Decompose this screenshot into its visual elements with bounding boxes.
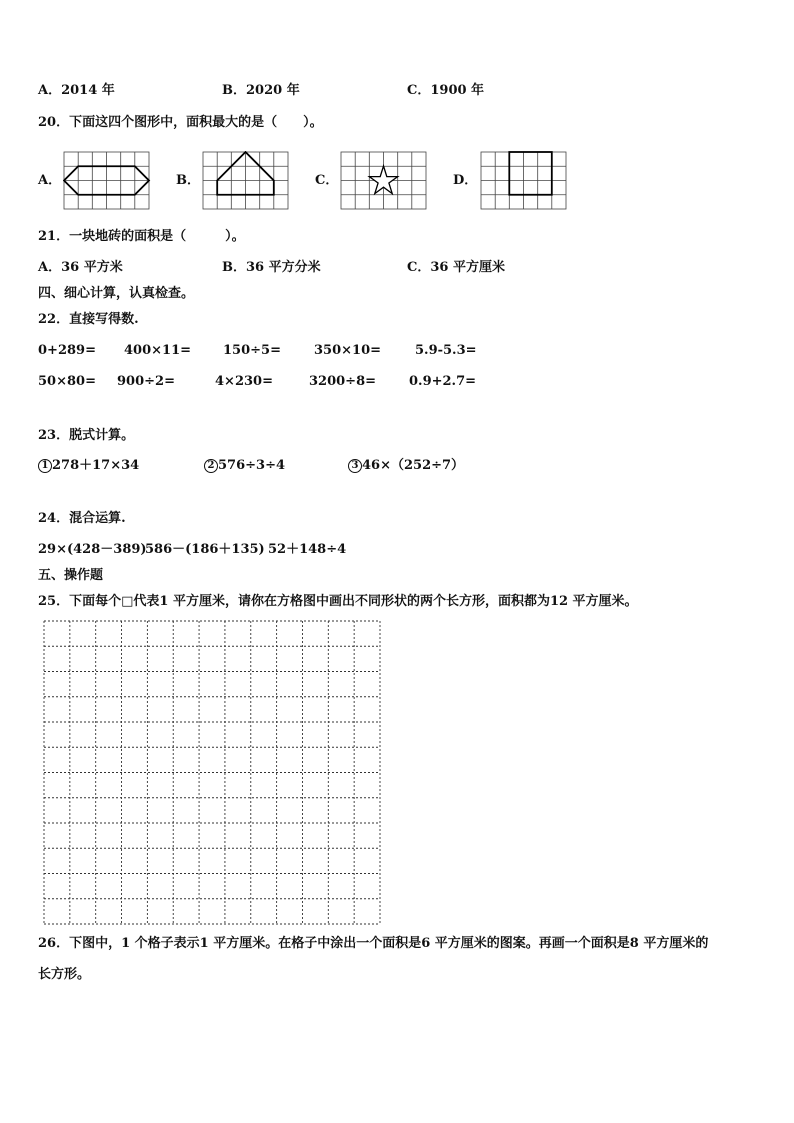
- q24-item-2: 586－(186＋135): [145, 542, 265, 557]
- section-4-title: 四、细心计算，认真检查。: [38, 286, 195, 301]
- q20-question: 20．下面这四个图形中，面积最大的是（ ）。: [38, 115, 323, 130]
- q20-shape-b-pentagon: [202, 151, 290, 211]
- q21-option-b: B．36 平方分米: [222, 260, 321, 275]
- q24-item-1: 29×(428－389): [38, 542, 147, 557]
- circled-number-3: 3: [348, 459, 362, 473]
- q20-shape-d-rectangle: [480, 151, 568, 211]
- q21-question: 21．一块地砖的面积是（ ）。: [38, 229, 245, 244]
- q19-option-b: B．2020 年: [222, 83, 300, 98]
- q25-question: 25．下面每个□代表1 平方厘米，请你在方格图中画出不同形状的两个长方形，面积都为12 平方厘米。: [38, 594, 638, 609]
- q22-item-10: 0.9+2.7=: [409, 374, 477, 389]
- q22-item-5: 5.9-5.3=: [415, 343, 477, 358]
- q22-item-8: 4×230=: [215, 374, 273, 389]
- q21-option-a: A．36 平方米: [38, 260, 123, 275]
- q22-question: 22．直接写得数.: [38, 312, 139, 327]
- q23-expr-1: 278＋17×34: [52, 458, 140, 473]
- q22-item-1: 0+289=: [38, 343, 96, 358]
- q22-item-2: 400×11=: [124, 343, 192, 358]
- q20-shape-a-hexagon: [63, 151, 151, 211]
- q22-item-7: 900÷2=: [117, 374, 175, 389]
- q23-item-1: [38, 458, 139, 474]
- q24-item-3: 52＋148÷4: [268, 542, 347, 557]
- q21-option-c: C．36 平方厘米: [407, 260, 505, 275]
- q19-option-c: C．1900 年: [407, 83, 485, 98]
- q20-label-d: D．: [453, 173, 478, 188]
- circled-number-1: 1: [38, 459, 52, 473]
- q24-question: 24．混合运算.: [38, 511, 126, 526]
- q26-question-line-1: 26．下图中，1 个格子表示1 平方厘米。在格子中涂出一个面积是6 平方厘米的图案。再画一个面积是8 平方厘米的: [38, 936, 709, 951]
- q22-item-6: 50×80=: [38, 374, 96, 389]
- q23-expr-2: 576÷3÷4: [218, 458, 286, 473]
- q23-expr-3: 46×（252÷7）: [362, 458, 465, 473]
- q23-question: 23．脱式计算。: [38, 428, 135, 443]
- circled-number-2: 2: [204, 459, 218, 473]
- q19-option-a: A．2014 年: [38, 83, 115, 98]
- q20-label-c: C．: [315, 173, 339, 188]
- q20-label-b: B．: [176, 173, 200, 188]
- q20-shape-c-star: [340, 151, 428, 211]
- q23-item-2: [204, 458, 285, 474]
- q23-item-3: [348, 458, 464, 474]
- q26-question-line-2: 长方形。: [38, 967, 91, 982]
- section-5-title: 五、操作题: [38, 568, 104, 583]
- q25-dashed-grid[interactable]: [43, 620, 381, 925]
- q20-label-a: A．: [38, 173, 62, 188]
- q22-item-3: 150÷5=: [223, 343, 281, 358]
- q22-item-4: 350×10=: [314, 343, 382, 358]
- q22-item-9: 3200÷8=: [309, 374, 377, 389]
